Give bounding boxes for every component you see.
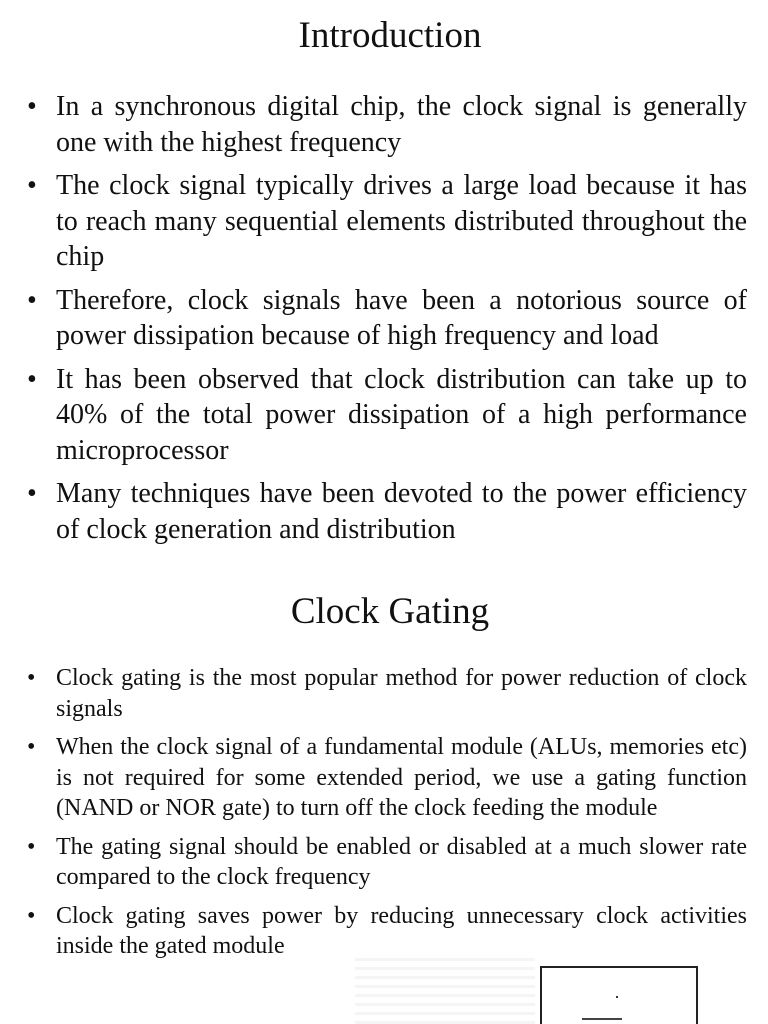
bullet-text: Many techniques have been devoted to the power efficiency of clock generation and distribution xyxy=(56,478,747,545)
bullet-text: The gating signal should be enabled or disabled at a much slower rate compared to the clock frequency xyxy=(56,833,747,890)
bullet-marker: • xyxy=(27,170,37,201)
bullet-marker: • xyxy=(27,91,37,122)
bullet-marker: • xyxy=(27,902,36,929)
bullet-text: Clock gating is the most popular method for power reduction of clock signals xyxy=(56,665,747,722)
bullet-text: When the clock signal of a fundamental module (ALUs, memories etc) is not required for some extended period, we use a gating function (NAND or NOR gate) to turn off the clock feeding the module xyxy=(56,734,747,821)
faint-bleed-through-text xyxy=(355,955,535,1024)
bullet-text: Therefore, clock signals have been a notorious source of power dissipation because of high frequency and load xyxy=(56,284,747,351)
bullet-text: The clock signal typically drives a large load because it has to reach many sequential elements distributed throughout the chip xyxy=(56,170,747,272)
bullet-item xyxy=(27,283,747,354)
bullet-marker: • xyxy=(27,478,37,509)
introduction-bullet-list xyxy=(27,89,747,555)
section-title-clock-gating: Clock Gating xyxy=(290,591,490,632)
bullet-item xyxy=(27,476,747,547)
bullet-item xyxy=(27,832,747,893)
bullet-item xyxy=(27,89,747,160)
bullet-marker: • xyxy=(27,833,36,860)
bullet-text: It has been observed that clock distribution can take up to 40% of the total power dissipation of a high performance microprocessor xyxy=(56,363,747,466)
bullet-text: Clock gating saves power by reducing unnecessary clock activities inside the gated module xyxy=(56,902,747,959)
bullet-text: In a synchronous digital chip, the clock signal is generally one with the highest frequency xyxy=(56,91,747,158)
bullet-item xyxy=(27,663,747,724)
bullet-marker: • xyxy=(27,665,36,691)
bullet-item xyxy=(27,362,747,469)
bullet-item xyxy=(27,168,747,275)
bullet-marker: • xyxy=(27,363,37,395)
diagram-dot xyxy=(616,996,618,998)
bullet-marker: • xyxy=(27,284,37,316)
bullet-item xyxy=(27,732,747,824)
diagram-label-fragment xyxy=(582,1018,622,1023)
section-title-introduction: Introduction xyxy=(298,15,482,56)
diagram-box-fragment xyxy=(540,966,698,1024)
bullet-marker: • xyxy=(27,734,36,760)
bullet-item xyxy=(27,901,747,962)
clock-gating-bullet-list xyxy=(27,663,747,970)
